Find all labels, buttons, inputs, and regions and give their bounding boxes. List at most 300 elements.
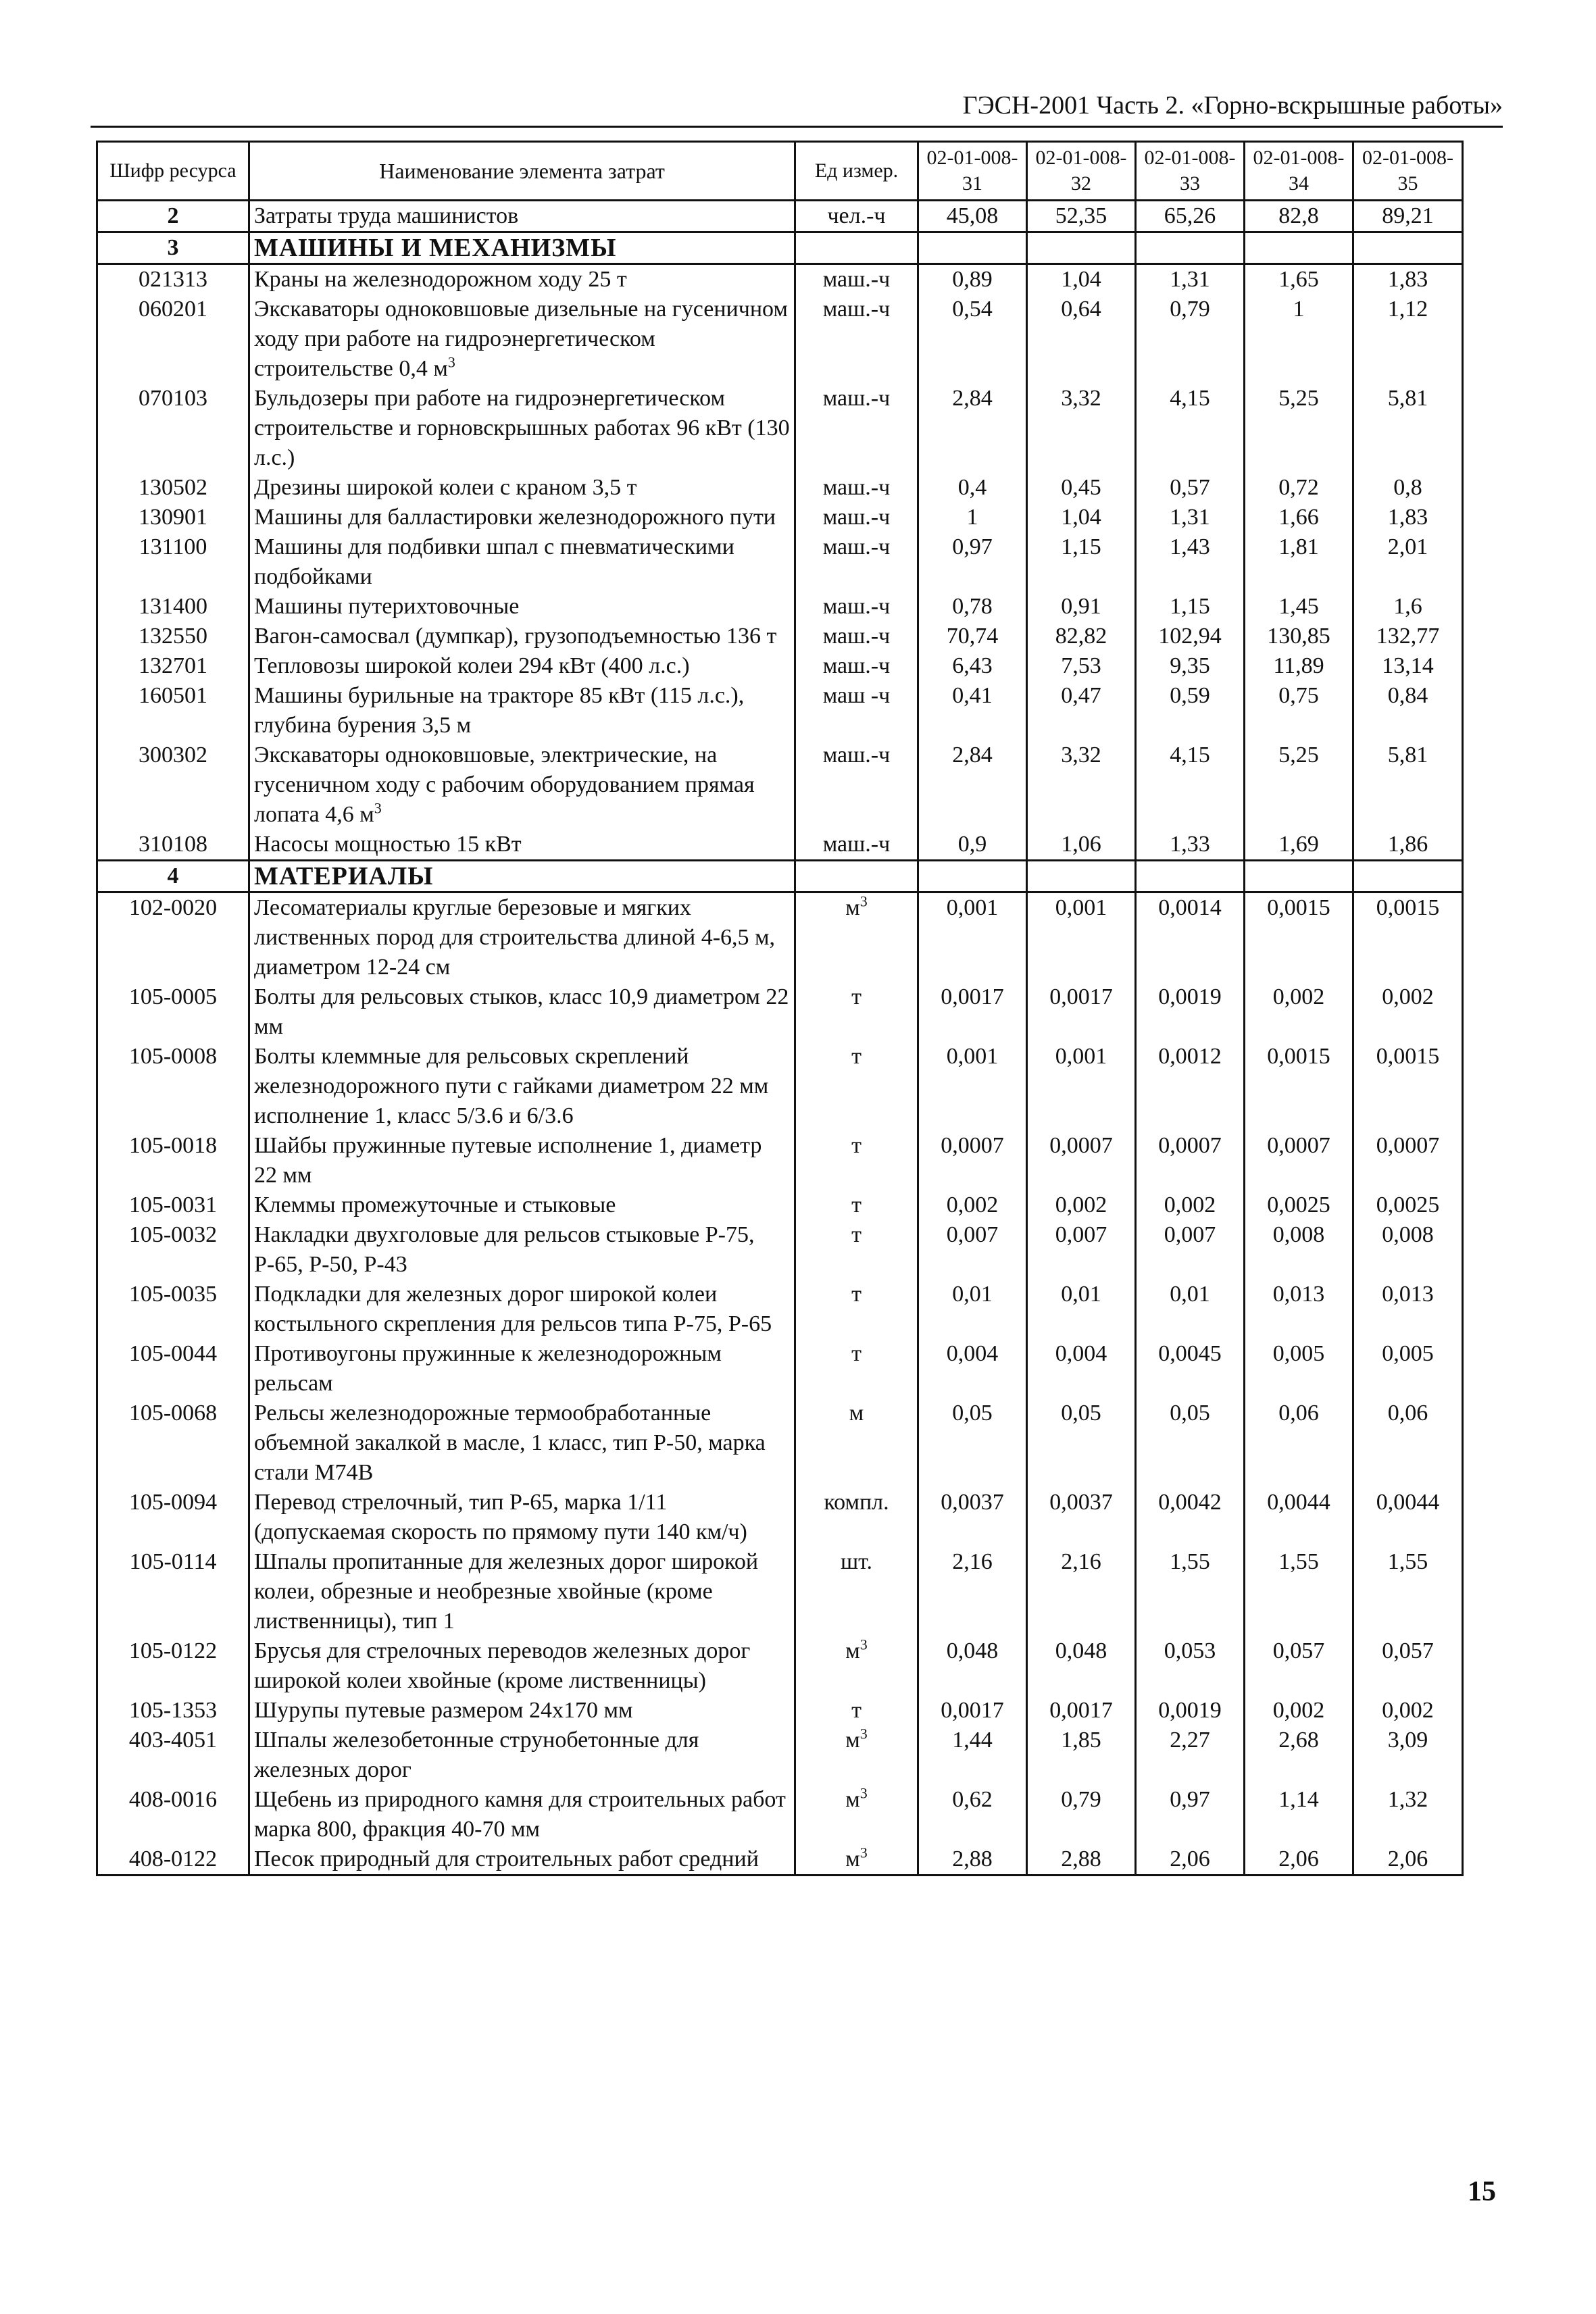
- labor-unit: чел.-ч: [795, 201, 918, 232]
- empty-cell: [1027, 861, 1136, 892]
- resource-code: 408-0016: [97, 1785, 249, 1844]
- table-row: [97, 1696, 1463, 1726]
- page-header: ГЭСН-2001 Часть 2. «Горно-вскрышные работы»: [962, 91, 1503, 120]
- unit-cell: [795, 651, 918, 681]
- norm-value: 1,55: [1353, 1547, 1463, 1636]
- unit-text: маш.-ч: [822, 505, 891, 530]
- table-row: [97, 1042, 1463, 1131]
- resource-name-text: Перевод стрелочный, тип Р-65, марка 1/11 (допускаемая скорость по прямому пути 140 км/ч): [254, 1490, 747, 1544]
- norm-value: 0,0012: [1136, 1042, 1245, 1131]
- norm-value: 7,53: [1027, 651, 1136, 681]
- norm-value: 0,001: [918, 892, 1027, 983]
- unit-superscript: 3: [859, 1784, 868, 1802]
- unit-cell: [795, 1696, 918, 1726]
- resource-name-text: Болты клеммные для рельсовых скреплений железнодорожного пути с гайками диаметром 22 мм исполнение 1, класс 5/3.6 и 6/3.6: [254, 1044, 769, 1128]
- norm-value: 2,27: [1136, 1726, 1245, 1785]
- norm-value: 0,72: [1245, 473, 1353, 503]
- resource-code: 132701: [97, 651, 249, 681]
- norm-value: 1,6: [1353, 592, 1463, 622]
- norm-value: 0,0019: [1136, 982, 1245, 1042]
- norm-value: 0,4: [918, 473, 1027, 503]
- resource-name: [249, 740, 795, 830]
- resource-name: [249, 1042, 795, 1131]
- section-row-materials: [97, 861, 1463, 892]
- norm-value: 0,0007: [1245, 1131, 1353, 1190]
- unit-superscript: 3: [859, 892, 868, 910]
- resource-name: [249, 1399, 795, 1488]
- norm-value: 1,33: [1136, 830, 1245, 861]
- empty-cell: [1353, 861, 1463, 892]
- norm-value: 2,84: [918, 384, 1027, 473]
- table-header-row: [97, 142, 1463, 201]
- resource-code: 105-0035: [97, 1280, 249, 1339]
- norm-value: 82,82: [1027, 622, 1136, 651]
- unit-cell: [795, 1280, 918, 1339]
- unit-cell: [795, 1339, 918, 1399]
- resource-name-text: Подкладки для железных дорог широкой колеи костыльного скрепления для рельсов типа Р-75, Р-65: [254, 1282, 772, 1336]
- norm-value: 2,06: [1136, 1844, 1245, 1876]
- resource-name-text: Песок природный для строительных работ средний: [254, 1846, 759, 1871]
- unit-cell: [795, 1399, 918, 1488]
- norm-value: 2,16: [1027, 1547, 1136, 1636]
- norm-value: 0,0019: [1136, 1696, 1245, 1726]
- norm-value: 0,0017: [918, 1696, 1027, 1726]
- resource-name: [249, 503, 795, 532]
- norm-value: 132,77: [1353, 622, 1463, 651]
- norm-value: 0,01: [1027, 1280, 1136, 1339]
- norm-value: 0,59: [1136, 681, 1245, 740]
- unit-cell: [795, 295, 918, 384]
- table-row: [97, 592, 1463, 622]
- table-row: [97, 532, 1463, 592]
- norm-value: 1,12: [1353, 295, 1463, 384]
- unit-cell: [795, 592, 918, 622]
- norm-value: 1,55: [1136, 1547, 1245, 1636]
- resource-code: 105-0008: [97, 1042, 249, 1131]
- norm-value: 0,84: [1353, 681, 1463, 740]
- norm-value: 0,0015: [1245, 892, 1353, 983]
- norm-value: 0,0044: [1245, 1488, 1353, 1547]
- unit-text: м: [845, 1638, 860, 1663]
- norm-value: 5,25: [1245, 384, 1353, 473]
- norm-value: 0,002: [1136, 1190, 1245, 1220]
- name-superscript: 3: [374, 799, 382, 817]
- table-row: [97, 982, 1463, 1042]
- resource-code: 105-0032: [97, 1220, 249, 1280]
- unit-cell: [795, 1220, 918, 1280]
- norm-value: 0,06: [1245, 1399, 1353, 1488]
- norm-value: 0,048: [918, 1636, 1027, 1696]
- resource-code: 132550: [97, 622, 249, 651]
- norm-value: 1,44: [918, 1726, 1027, 1785]
- resource-name: [249, 830, 795, 861]
- norm-value: 0,05: [1027, 1399, 1136, 1488]
- norm-value: 1,66: [1245, 503, 1353, 532]
- resource-name: [249, 1280, 795, 1339]
- resource-code: 130502: [97, 473, 249, 503]
- name-superscript: 3: [447, 353, 455, 371]
- unit-text: компл.: [824, 1490, 889, 1515]
- norm-value: 0,0037: [918, 1488, 1027, 1547]
- unit-text: маш.-ч: [822, 297, 891, 322]
- unit-text: т: [851, 1222, 862, 1247]
- unit-text: маш.-ч: [822, 653, 891, 678]
- norm-value: 0,0044: [1353, 1488, 1463, 1547]
- table-row: [97, 681, 1463, 740]
- resource-name-text: Машины путерихтовочные: [254, 594, 520, 619]
- resource-code: 105-0005: [97, 982, 249, 1042]
- unit-superscript: 3: [859, 1844, 868, 1861]
- resource-name: [249, 264, 795, 295]
- empty-cell: [918, 861, 1027, 892]
- table-row: [97, 1339, 1463, 1399]
- norm-value: 0,002: [1245, 1696, 1353, 1726]
- norm-value: 11,89: [1245, 651, 1353, 681]
- empty-cell: [795, 861, 918, 892]
- resource-name: [249, 892, 795, 983]
- norm-value: 1,31: [1136, 264, 1245, 295]
- section-row-machines: [97, 232, 1463, 264]
- norm-value: 0,053: [1136, 1636, 1245, 1696]
- norm-value: 1: [1245, 295, 1353, 384]
- resource-name-text: Болты для рельсовых стыков, класс 10,9 диаметром 22 мм: [254, 984, 789, 1039]
- col-header-norm-4: 02-01-008-34: [1245, 142, 1353, 201]
- norm-value: 2,16: [918, 1547, 1027, 1636]
- labor-value: 82,8: [1245, 201, 1353, 232]
- norm-value: 0,57: [1136, 473, 1245, 503]
- unit-text: маш.-ч: [822, 386, 891, 411]
- resource-code: 102-0020: [97, 892, 249, 983]
- norm-value: 1,31: [1136, 503, 1245, 532]
- norm-value: 1,15: [1027, 532, 1136, 592]
- resource-code: 105-0031: [97, 1190, 249, 1220]
- norm-value: 0,008: [1245, 1220, 1353, 1280]
- resource-name: [249, 1844, 795, 1876]
- resource-name: [249, 1339, 795, 1399]
- resource-code: 060201: [97, 295, 249, 384]
- page-number: 15: [1468, 2176, 1496, 2207]
- resource-name-text: Вагон-самосвал (думпкар), грузоподъемностью 136 т: [254, 624, 777, 649]
- resource-name-text: Рельсы железнодорожные термообработанные объемной закалкой в масле, 1 класс, тип Р-50, марка стали М74В: [254, 1401, 766, 1485]
- norm-value: 1,55: [1245, 1547, 1353, 1636]
- unit-text: маш.-ч: [822, 534, 891, 559]
- table-row: [97, 651, 1463, 681]
- norm-value: 0,001: [1027, 892, 1136, 983]
- resource-name: [249, 681, 795, 740]
- resource-code: 105-0044: [97, 1339, 249, 1399]
- norm-value: 0,89: [918, 264, 1027, 295]
- norm-value: 5,81: [1353, 740, 1463, 830]
- unit-cell: [795, 473, 918, 503]
- resource-code: 070103: [97, 384, 249, 473]
- unit-cell: [795, 384, 918, 473]
- resource-code: 021313: [97, 264, 249, 295]
- norm-value: 0,002: [1027, 1190, 1136, 1220]
- empty-cell: [1136, 861, 1245, 892]
- norm-value: 0,013: [1245, 1280, 1353, 1339]
- resource-code: 403-4051: [97, 1726, 249, 1785]
- unit-cell: [795, 1785, 918, 1844]
- col-header-name: Наименование элемента затрат: [249, 142, 795, 201]
- col-header-norm-1: 02-01-008-31: [918, 142, 1027, 201]
- norm-value: 0,0037: [1027, 1488, 1136, 1547]
- section-number: 4: [97, 861, 249, 892]
- table-row: [97, 384, 1463, 473]
- resource-name: [249, 1131, 795, 1190]
- resource-name-text: Брусья для стрелочных переводов железных дорог широкой колеи хвойные (кроме лиственницы): [254, 1638, 751, 1693]
- resource-name: [249, 982, 795, 1042]
- labor-name: Затраты труда машинистов: [249, 201, 795, 232]
- unit-text: маш.-ч: [822, 594, 891, 619]
- norm-value: 1,15: [1136, 592, 1245, 622]
- norm-value: 0,007: [918, 1220, 1027, 1280]
- norm-value: 0,0017: [918, 982, 1027, 1042]
- resource-name-text: Насосы мощностью 15 кВт: [254, 832, 522, 857]
- labor-row: [97, 201, 1463, 232]
- resource-name: [249, 532, 795, 592]
- resource-code: 105-0122: [97, 1636, 249, 1696]
- norm-value: 1,06: [1027, 830, 1136, 861]
- norm-value: 0,0007: [918, 1131, 1027, 1190]
- norm-value: 0,0025: [1245, 1190, 1353, 1220]
- col-header-norm-3: 02-01-008-33: [1136, 142, 1245, 201]
- norm-value: 70,74: [918, 622, 1027, 651]
- table-row: [97, 1785, 1463, 1844]
- table-row: [97, 295, 1463, 384]
- resource-name-text: Шпалы пропитанные для железных дорог широкой колеи, обрезные и необрезные хвойные (кроме лиственницы), тип 1: [254, 1549, 759, 1634]
- norm-value: 0,008: [1353, 1220, 1463, 1280]
- resource-name: [249, 1220, 795, 1280]
- section-number: 3: [97, 232, 249, 264]
- unit-cell: [795, 1131, 918, 1190]
- unit-cell: [795, 982, 918, 1042]
- unit-cell: [795, 681, 918, 740]
- unit-text: маш.-ч: [822, 832, 891, 857]
- resource-name: [249, 384, 795, 473]
- resource-code: 300302: [97, 740, 249, 830]
- norm-value: 1,04: [1027, 264, 1136, 295]
- resource-name: [249, 622, 795, 651]
- resource-name-text: Шпалы железобетонные струнобетонные для железных дорог: [254, 1728, 699, 1782]
- unit-text: маш.-ч: [822, 624, 891, 649]
- norm-value: 0,0015: [1353, 892, 1463, 983]
- table-row: [97, 1190, 1463, 1220]
- table-row: [97, 1547, 1463, 1636]
- resource-table: [96, 141, 1464, 1876]
- resource-name: [249, 295, 795, 384]
- table-row: [97, 1399, 1463, 1488]
- norm-value: 4,15: [1136, 384, 1245, 473]
- norm-value: 1,85: [1027, 1726, 1136, 1785]
- resource-code: 105-0114: [97, 1547, 249, 1636]
- resource-name-text: Щебень из природного камня для строительных работ марка 800, фракция 40-70 мм: [254, 1787, 786, 1842]
- norm-value: 2,88: [918, 1844, 1027, 1876]
- table-row: [97, 1131, 1463, 1190]
- resource-name: [249, 651, 795, 681]
- resource-code: 105-0094: [97, 1488, 249, 1547]
- norm-value: 0,0017: [1027, 1696, 1136, 1726]
- norm-value: 0,01: [918, 1280, 1027, 1339]
- norm-value: 0,62: [918, 1785, 1027, 1844]
- norm-value: 0,8: [1353, 473, 1463, 503]
- section-title: МАТЕРИАЛЫ: [249, 861, 795, 892]
- norm-value: 0,05: [1136, 1399, 1245, 1488]
- norm-value: 2,01: [1353, 532, 1463, 592]
- unit-text: т: [851, 1133, 862, 1158]
- norm-value: 1,04: [1027, 503, 1136, 532]
- resource-name-text: Экскаваторы одноковшовые, электрические, на гусеничном ходу с рабочим оборудованием прямая лопата 4,6 м: [254, 743, 755, 827]
- resource-name-text: Экскаваторы одноковшовые дизельные на гусеничном ходу при работе на гидроэнергетическом строительстве 0,4 м: [254, 297, 788, 381]
- unit-superscript: 3: [859, 1636, 868, 1653]
- norm-value: 1,43: [1136, 532, 1245, 592]
- unit-text: м: [849, 1401, 864, 1426]
- unit-cell: [795, 532, 918, 592]
- resource-name: [249, 1547, 795, 1636]
- table-row: [97, 830, 1463, 861]
- norm-value: 0,0007: [1027, 1131, 1136, 1190]
- norm-value: 0,91: [1027, 592, 1136, 622]
- norm-value: 0,002: [918, 1190, 1027, 1220]
- norm-value: 0,0007: [1353, 1131, 1463, 1190]
- unit-text: шт.: [841, 1549, 872, 1574]
- table-row: [97, 1488, 1463, 1547]
- table-body: [97, 201, 1463, 1876]
- unit-superscript: 3: [859, 1725, 868, 1742]
- unit-text: м: [845, 1846, 860, 1871]
- unit-cell: [795, 503, 918, 532]
- norm-value: 1: [918, 503, 1027, 532]
- resource-code: 408-0122: [97, 1844, 249, 1876]
- unit-cell: [795, 1726, 918, 1785]
- norm-value: 2,06: [1245, 1844, 1353, 1876]
- table-row: [97, 1844, 1463, 1876]
- norm-value: 2,68: [1245, 1726, 1353, 1785]
- resource-name-text: Машины для подбивки шпал с пневматическими подбойками: [254, 534, 734, 589]
- norm-value: 0,007: [1136, 1220, 1245, 1280]
- norm-value: 0,97: [918, 532, 1027, 592]
- unit-text: т: [851, 1192, 862, 1217]
- norm-value: 13,14: [1353, 651, 1463, 681]
- norm-value: 1,65: [1245, 264, 1353, 295]
- unit-cell: [795, 1042, 918, 1131]
- norm-value: 1,83: [1353, 264, 1463, 295]
- resource-name-text: Краны на железнодорожном ходу 25 т: [254, 267, 627, 292]
- norm-value: 0,001: [1027, 1042, 1136, 1131]
- unit-text: м: [845, 1728, 860, 1753]
- norm-value: 5,81: [1353, 384, 1463, 473]
- norm-value: 0,057: [1245, 1636, 1353, 1696]
- norm-value: 0,005: [1245, 1339, 1353, 1399]
- norm-value: 0,0045: [1136, 1339, 1245, 1399]
- resource-name-text: Противоугоны пружинные к железнодорожным рельсам: [254, 1341, 722, 1396]
- unit-cell: [795, 1488, 918, 1547]
- norm-value: 1,45: [1245, 592, 1353, 622]
- labor-value: 89,21: [1353, 201, 1463, 232]
- norm-value: 0,64: [1027, 295, 1136, 384]
- unit-text: т: [851, 1341, 862, 1366]
- norm-value: 4,15: [1136, 740, 1245, 830]
- resource-code: 310108: [97, 830, 249, 861]
- norm-value: 0,0015: [1245, 1042, 1353, 1131]
- norm-value: 0,007: [1027, 1220, 1136, 1280]
- resource-code: 105-1353: [97, 1696, 249, 1726]
- norm-value: 130,85: [1245, 622, 1353, 651]
- unit-text: т: [851, 984, 862, 1009]
- norm-value: 0,79: [1027, 1785, 1136, 1844]
- resource-name-text: Накладки двухголовые для рельсов стыковые Р-75, Р-65, Р-50, Р-43: [254, 1222, 755, 1277]
- resource-name-text: Машины для балластировки железнодорожного пути: [254, 505, 776, 530]
- resource-name: [249, 1785, 795, 1844]
- norm-value: 0,002: [1353, 1696, 1463, 1726]
- norm-value: 0,97: [1136, 1785, 1245, 1844]
- labor-value: 45,08: [918, 201, 1027, 232]
- norm-value: 0,54: [918, 295, 1027, 384]
- resource-name-text: Тепловозы широкой колеи 294 кВт (400 л.с.): [254, 653, 690, 678]
- norm-value: 0,41: [918, 681, 1027, 740]
- resource-code: 105-0018: [97, 1131, 249, 1190]
- norm-value: 1,32: [1353, 1785, 1463, 1844]
- norm-value: 0,013: [1353, 1280, 1463, 1339]
- norm-value: 0,78: [918, 592, 1027, 622]
- unit-text: маш.-ч: [822, 267, 891, 292]
- norm-value: 0,47: [1027, 681, 1136, 740]
- norm-value: 0,0007: [1136, 1131, 1245, 1190]
- unit-text: т: [851, 1698, 862, 1723]
- section-title: МАШИНЫ И МЕХАНИЗМЫ: [249, 232, 795, 264]
- resource-name-text: Дрезины широкой колеи с краном 3,5 т: [254, 475, 637, 500]
- table-row: [97, 264, 1463, 295]
- resource-code: 105-0068: [97, 1399, 249, 1488]
- resource-name: [249, 1726, 795, 1785]
- resource-name-text: Машины бурильные на тракторе 85 кВт (115 л.с.), глубина бурения 3,5 м: [254, 683, 745, 738]
- col-header-code: Шифр ресурса: [97, 142, 249, 201]
- norm-value: 3,09: [1353, 1726, 1463, 1785]
- resource-name: [249, 592, 795, 622]
- resource-name: [249, 1190, 795, 1220]
- resource-name: [249, 1636, 795, 1696]
- unit-cell: [795, 622, 918, 651]
- resource-name-text: Лесоматериалы круглые березовые и мягких лиственных пород для строительства длиной 4-6,5 м, диаметром 12-24 см: [254, 895, 776, 980]
- table-row: [97, 1636, 1463, 1696]
- unit-cell: [795, 892, 918, 983]
- col-header-norm-5: 02-01-008-35: [1353, 142, 1463, 201]
- norm-value: 1,14: [1245, 1785, 1353, 1844]
- unit-text: маш.-ч: [822, 743, 891, 768]
- norm-value: 0,057: [1353, 1636, 1463, 1696]
- unit-text: т: [851, 1282, 862, 1307]
- empty-cell: [1245, 861, 1353, 892]
- norm-value: 0,048: [1027, 1636, 1136, 1696]
- norm-value: 2,88: [1027, 1844, 1136, 1876]
- norm-value: 9,35: [1136, 651, 1245, 681]
- norm-value: 0,06: [1353, 1399, 1463, 1488]
- norm-value: 5,25: [1245, 740, 1353, 830]
- resource-code: 131100: [97, 532, 249, 592]
- norm-value: 0,004: [1027, 1339, 1136, 1399]
- unit-text: маш.-ч: [822, 475, 891, 500]
- norm-value: 0,0025: [1353, 1190, 1463, 1220]
- norm-value: 1,81: [1245, 532, 1353, 592]
- table-row: [97, 1280, 1463, 1339]
- norm-value: 0,0042: [1136, 1488, 1245, 1547]
- unit-text: м: [845, 895, 860, 920]
- norm-value: 0,005: [1353, 1339, 1463, 1399]
- labor-value: 52,35: [1027, 201, 1136, 232]
- resource-code: 131400: [97, 592, 249, 622]
- table-row: [97, 1726, 1463, 1785]
- labor-code: 2: [97, 201, 249, 232]
- norm-value: 0,75: [1245, 681, 1353, 740]
